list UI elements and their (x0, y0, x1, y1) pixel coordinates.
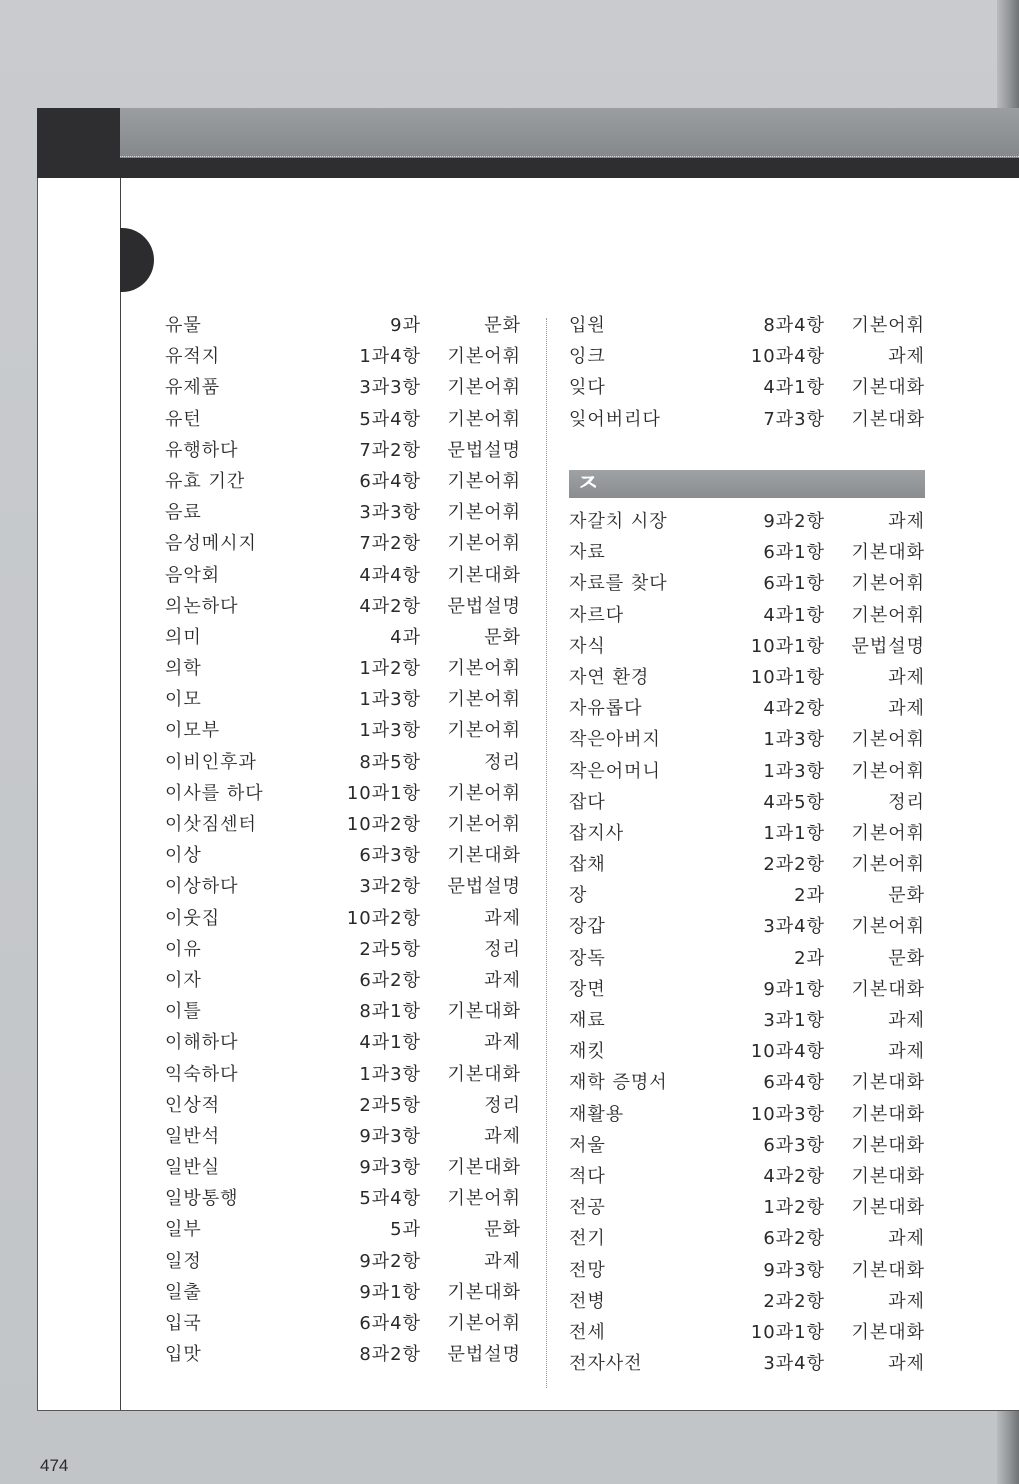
entry-category: 문화 (888, 885, 925, 907)
entry-category: 문법설명 (447, 439, 521, 461)
entry-category: 기본어휘 (447, 533, 521, 555)
entry-category: 정리 (888, 791, 925, 813)
index-entry (165, 747, 525, 778)
entry-lesson: 3과4항 (763, 1353, 825, 1375)
entry-word: 장갑 (569, 916, 606, 938)
index-entry (165, 1121, 525, 1152)
entry-category: 기본어휘 (447, 658, 521, 680)
entry-lesson: 6과1항 (763, 573, 825, 595)
entry-category: 기본대화 (851, 1321, 925, 1343)
entry-word: 장 (569, 885, 588, 907)
entry-category: 기본어휘 (447, 1188, 521, 1210)
entry-word: 입원 (569, 315, 606, 336)
entry-category: 문법설명 (447, 876, 521, 898)
entry-word: 이삿짐센터 (165, 814, 257, 835)
entry-word: 전망 (569, 1259, 606, 1281)
entry-lesson: 10과1항 (750, 666, 825, 688)
entry-word: 입맛 (165, 1344, 202, 1366)
entry-word: 장독 (569, 947, 606, 969)
index-entry (165, 840, 525, 871)
index-entry (165, 1339, 525, 1370)
entry-category: 기본대화 (851, 1072, 925, 1094)
index-entry (569, 818, 929, 849)
entry-lesson: 10과4항 (750, 1041, 825, 1063)
entry-word: 자료 (569, 542, 606, 564)
sheet-inner-rule (120, 178, 121, 1410)
entry-word: 전병 (569, 1290, 606, 1312)
entry-category: 기본어휘 (851, 315, 925, 336)
index-entry (569, 1286, 929, 1317)
entry-category: 기본대화 (447, 845, 521, 867)
entry-category: 기본어휘 (851, 854, 925, 876)
index-entry (569, 662, 929, 693)
entry-word: 이상하다 (165, 876, 239, 898)
entry-word: 잡지사 (569, 822, 625, 844)
entry-word: 유효 기간 (165, 470, 246, 492)
entry-category: 기본어휘 (851, 916, 925, 938)
entry-category: 기본대화 (851, 377, 925, 399)
entry-word: 자르다 (569, 604, 625, 626)
entry-category: 정리 (484, 751, 521, 773)
entry-lesson: 10과1항 (750, 1321, 825, 1343)
entry-lesson: 9과3항 (359, 1157, 421, 1179)
entry-lesson: 2과2항 (763, 854, 825, 876)
entry-word: 이틀 (165, 1001, 202, 1023)
index-entry (165, 715, 525, 746)
index-entry (569, 1067, 929, 1098)
index-entry (569, 404, 929, 435)
entry-category: 문법설명 (851, 635, 925, 657)
entry-word: 이유 (165, 938, 202, 960)
entry-category: 기본어휘 (447, 408, 521, 430)
entry-category: 기본대화 (851, 542, 925, 564)
index-entry (569, 911, 929, 942)
entry-lesson: 10과1항 (750, 635, 825, 657)
entry-lesson: 4과2항 (763, 1165, 825, 1187)
index-entry (165, 560, 525, 591)
entry-word: 잊다 (569, 377, 606, 399)
index-entry (569, 693, 929, 724)
entry-category: 기본어휘 (851, 760, 925, 782)
index-entry (569, 1005, 929, 1036)
entry-category: 기본어휘 (447, 502, 521, 524)
entry-word: 이비인후과 (165, 751, 257, 773)
entry-word: 전기 (569, 1228, 606, 1250)
entry-category: 기본대화 (447, 1063, 521, 1085)
index-entry (165, 809, 525, 840)
entry-word: 음악회 (165, 564, 221, 586)
entry-lesson: 1과2항 (763, 1197, 825, 1219)
entry-word: 재학 증명서 (569, 1072, 668, 1094)
entry-lesson: 4과5항 (763, 791, 825, 813)
entry-category: 과제 (484, 907, 521, 929)
entry-category: 기본대화 (447, 1001, 521, 1023)
entry-category: 기본어휘 (851, 604, 925, 626)
entry-word: 익숙하다 (165, 1063, 239, 1085)
entry-word: 잊어버리다 (569, 408, 661, 430)
index-entry (569, 880, 929, 911)
entry-word: 일반실 (165, 1157, 221, 1179)
entry-word: 잡다 (569, 791, 606, 813)
page-number: 474 (40, 1456, 69, 1475)
entry-word: 장면 (569, 978, 606, 1000)
entry-lesson: 7과3항 (763, 408, 825, 430)
entry-category: 기본대화 (851, 978, 925, 1000)
entry-lesson: 6과4항 (359, 470, 421, 492)
entry-word: 이해하다 (165, 1032, 239, 1054)
entry-lesson: 9과3항 (359, 1125, 421, 1147)
entry-word: 이모부 (165, 720, 221, 742)
entry-lesson: 9과 (390, 315, 421, 336)
entry-lesson: 2과5항 (359, 1094, 421, 1116)
entry-lesson: 9과2항 (763, 511, 825, 532)
entry-category: 기본어휘 (447, 470, 521, 492)
entry-word: 입국 (165, 1313, 202, 1334)
index-entry (569, 1348, 929, 1379)
index-entry (569, 724, 929, 755)
entry-category: 기본대화 (851, 1259, 925, 1281)
index-entry (165, 1214, 525, 1245)
column-divider (546, 318, 547, 1388)
entry-category: 기본대화 (851, 1197, 925, 1219)
entry-lesson: 1과3항 (359, 1063, 421, 1085)
entry-word: 유행하다 (165, 439, 239, 461)
entry-category: 기본어휘 (851, 573, 925, 595)
entry-lesson: 3과3항 (359, 377, 421, 399)
entry-category: 문법설명 (447, 1344, 521, 1366)
index-entry (569, 787, 929, 818)
entry-category: 과제 (888, 698, 925, 720)
entry-lesson: 9과1항 (763, 978, 825, 1000)
index-entry (569, 1317, 929, 1348)
entry-word: 잡채 (569, 854, 606, 876)
entry-category: 기본대화 (851, 1134, 925, 1156)
entry-word: 적다 (569, 1165, 606, 1187)
index-entry (165, 653, 525, 684)
entry-category: 기본어휘 (447, 720, 521, 742)
entry-lesson: 5과4항 (359, 1188, 421, 1210)
entry-category: 기본어휘 (447, 1313, 521, 1334)
entry-category: 기본어휘 (447, 782, 521, 804)
index-entry (165, 372, 525, 403)
entry-lesson: 6과2항 (763, 1228, 825, 1250)
index-entry (165, 1246, 525, 1277)
entry-word: 유물 (165, 315, 202, 336)
entry-lesson: 4과4항 (359, 564, 421, 586)
index-entry (165, 435, 525, 466)
index-entry (569, 568, 929, 599)
entry-category: 기본대화 (851, 408, 925, 430)
entry-word: 자식 (569, 635, 606, 657)
entry-lesson: 2과5항 (359, 938, 421, 960)
entry-category: 기본대화 (447, 1281, 521, 1303)
entry-lesson: 6과1항 (763, 542, 825, 564)
entry-word: 잉크 (569, 346, 606, 368)
entry-lesson: 3과2항 (359, 876, 421, 898)
entry-word: 일반석 (165, 1125, 221, 1147)
entry-lesson: 8과1항 (359, 1001, 421, 1023)
entry-category: 기본어휘 (447, 689, 521, 711)
entry-lesson: 2과 (794, 885, 825, 907)
entry-word: 작은아버지 (569, 729, 661, 751)
entry-word: 일정 (165, 1250, 202, 1272)
index-entry (165, 466, 525, 497)
entry-lesson: 4과1항 (763, 377, 825, 399)
entry-category: 기본어휘 (851, 729, 925, 751)
entry-word: 일방통행 (165, 1188, 239, 1210)
entry-lesson: 2과2항 (763, 1290, 825, 1312)
entry-word: 저울 (569, 1134, 606, 1156)
entry-word: 의학 (165, 658, 202, 680)
entry-category: 기본대화 (447, 564, 521, 586)
index-entry (165, 965, 525, 996)
index-entry (165, 1027, 525, 1058)
entry-word: 이상 (165, 845, 202, 867)
entry-category: 기본어휘 (447, 346, 521, 368)
entry-category: 기본어휘 (447, 814, 521, 835)
index-entry (165, 1152, 525, 1183)
entry-lesson: 1과3항 (359, 689, 421, 711)
index-entry (569, 756, 929, 787)
entry-lesson: 7과2항 (359, 439, 421, 461)
entry-lesson: 3과3항 (359, 502, 421, 524)
entry-category: 문법설명 (447, 595, 521, 617)
entry-lesson: 6과4항 (763, 1072, 825, 1094)
entry-word: 전자사전 (569, 1353, 643, 1375)
entry-lesson: 4과2항 (359, 595, 421, 617)
entry-lesson: 2과 (794, 947, 825, 969)
index-entry (165, 310, 525, 341)
entry-lesson: 5과4항 (359, 408, 421, 430)
entry-lesson: 6과2항 (359, 969, 421, 991)
entry-lesson: 8과5항 (359, 751, 421, 773)
entry-category: 기본대화 (851, 1103, 925, 1125)
entry-category: 기본어휘 (851, 822, 925, 844)
entry-category: 과제 (888, 666, 925, 688)
index-entry (569, 341, 929, 372)
index-entry (569, 600, 929, 631)
index-entry (165, 684, 525, 715)
entry-word: 이웃집 (165, 907, 221, 929)
entry-lesson: 3과1항 (763, 1010, 825, 1031)
index-entry (165, 871, 525, 902)
index-entry (569, 631, 929, 662)
index-entry (569, 1099, 929, 1130)
entry-category: 과제 (888, 1010, 925, 1031)
entry-lesson: 1과1항 (763, 822, 825, 844)
entry-lesson: 1과4항 (359, 346, 421, 368)
entry-word: 유턴 (165, 408, 202, 430)
entry-category: 문화 (484, 626, 521, 648)
entry-word: 이사를 하다 (165, 782, 264, 804)
index-entry (569, 1255, 929, 1286)
entry-lesson: 1과2항 (359, 658, 421, 680)
index-entry (569, 310, 929, 341)
index-entry (165, 497, 525, 528)
entry-category: 기본어휘 (447, 377, 521, 399)
entry-category: 과제 (888, 1353, 925, 1375)
index-entry (569, 943, 929, 974)
entry-lesson: 9과1항 (359, 1281, 421, 1303)
index-entry (569, 372, 929, 403)
entry-word: 음성메시지 (165, 533, 257, 555)
header-dotted-rule (120, 156, 1019, 159)
entry-category: 문화 (888, 947, 925, 969)
index-entry (165, 903, 525, 934)
entry-lesson: 10과2항 (346, 814, 421, 835)
entry-lesson: 4과1항 (763, 604, 825, 626)
entry-word: 재활용 (569, 1103, 625, 1125)
index-entry (165, 1090, 525, 1121)
entry-category: 과제 (484, 1125, 521, 1147)
entry-word: 자유롭다 (569, 698, 643, 720)
entry-lesson: 10과1항 (346, 782, 421, 804)
entry-lesson: 1과3항 (359, 720, 421, 742)
entry-lesson: 8과2항 (359, 1344, 421, 1366)
entry-lesson: 6과3항 (359, 845, 421, 867)
index-column-right-top (569, 310, 929, 435)
entry-lesson: 10과3항 (750, 1103, 825, 1125)
index-entry (569, 1036, 929, 1067)
entry-word: 유적지 (165, 346, 221, 368)
entry-category: 과제 (484, 1250, 521, 1272)
index-column-right-section (569, 506, 929, 1379)
entry-lesson: 4과 (390, 626, 421, 648)
index-entry (569, 974, 929, 1005)
entry-word: 재킷 (569, 1041, 606, 1063)
entry-word: 전세 (569, 1321, 606, 1343)
index-entry (165, 404, 525, 435)
entry-category: 정리 (484, 1094, 521, 1116)
index-entry (569, 1161, 929, 1192)
index-entry (165, 934, 525, 965)
entry-lesson: 9과3항 (763, 1259, 825, 1281)
entry-lesson: 1과3항 (763, 729, 825, 751)
entry-lesson: 4과1항 (359, 1032, 421, 1054)
entry-word: 인상적 (165, 1094, 221, 1116)
entry-lesson: 10과4항 (750, 346, 825, 368)
index-entry (165, 1183, 525, 1214)
entry-word: 일부 (165, 1219, 202, 1241)
entry-category: 문화 (484, 1219, 521, 1241)
index-entry (165, 1277, 525, 1308)
entry-word: 이자 (165, 969, 202, 991)
entry-word: 자연 환경 (569, 666, 650, 688)
entry-category: 과제 (888, 1290, 925, 1312)
entry-word: 자료를 찾다 (569, 573, 668, 595)
entry-word: 이모 (165, 689, 202, 711)
index-entry (569, 506, 929, 537)
index-entry (569, 537, 929, 568)
entry-word: 음료 (165, 502, 202, 524)
entry-category: 기본대화 (851, 1165, 925, 1187)
entry-word: 유제품 (165, 377, 221, 399)
index-entry (165, 528, 525, 559)
entry-word: 작은어머니 (569, 760, 661, 782)
entry-category: 과제 (484, 1032, 521, 1054)
entry-word: 재료 (569, 1010, 606, 1031)
entry-lesson: 10과2항 (346, 907, 421, 929)
entry-category: 정리 (484, 938, 521, 960)
entry-category: 과제 (888, 1228, 925, 1250)
index-entry (165, 1059, 525, 1090)
entry-word: 전공 (569, 1197, 606, 1219)
entry-category: 과제 (888, 1041, 925, 1063)
entry-word: 의논하다 (165, 595, 239, 617)
index-entry (165, 341, 525, 372)
index-entry (165, 622, 525, 653)
index-entry (165, 996, 525, 1027)
entry-word: 의미 (165, 626, 202, 648)
section-header-bar (569, 470, 925, 498)
index-column-left (165, 310, 525, 1370)
index-entry (569, 1192, 929, 1223)
entry-word: 자갈치 시장 (569, 511, 668, 532)
index-entry (165, 1308, 525, 1339)
entry-category: 과제 (888, 511, 925, 532)
entry-category: 과제 (484, 969, 521, 991)
entry-category: 문화 (484, 315, 521, 336)
index-entry (165, 591, 525, 622)
header-gray-band (120, 108, 1019, 158)
entry-lesson: 7과2항 (359, 533, 421, 555)
index-entry (569, 849, 929, 880)
entry-lesson: 1과3항 (763, 760, 825, 782)
entry-lesson: 3과4항 (763, 916, 825, 938)
index-entry (165, 778, 525, 809)
entry-lesson: 6과3항 (763, 1134, 825, 1156)
entry-category: 과제 (888, 346, 925, 368)
entry-category: 기본대화 (447, 1157, 521, 1179)
entry-lesson: 8과4항 (763, 315, 825, 336)
index-entry (569, 1130, 929, 1161)
entry-word: 일출 (165, 1281, 202, 1303)
entry-lesson: 4과2항 (763, 698, 825, 720)
entry-lesson: 5과 (390, 1219, 421, 1241)
index-entry (569, 1223, 929, 1254)
section-letter: ㅈ (576, 469, 600, 497)
entry-lesson: 9과2항 (359, 1250, 421, 1272)
entry-lesson: 6과4항 (359, 1313, 421, 1334)
